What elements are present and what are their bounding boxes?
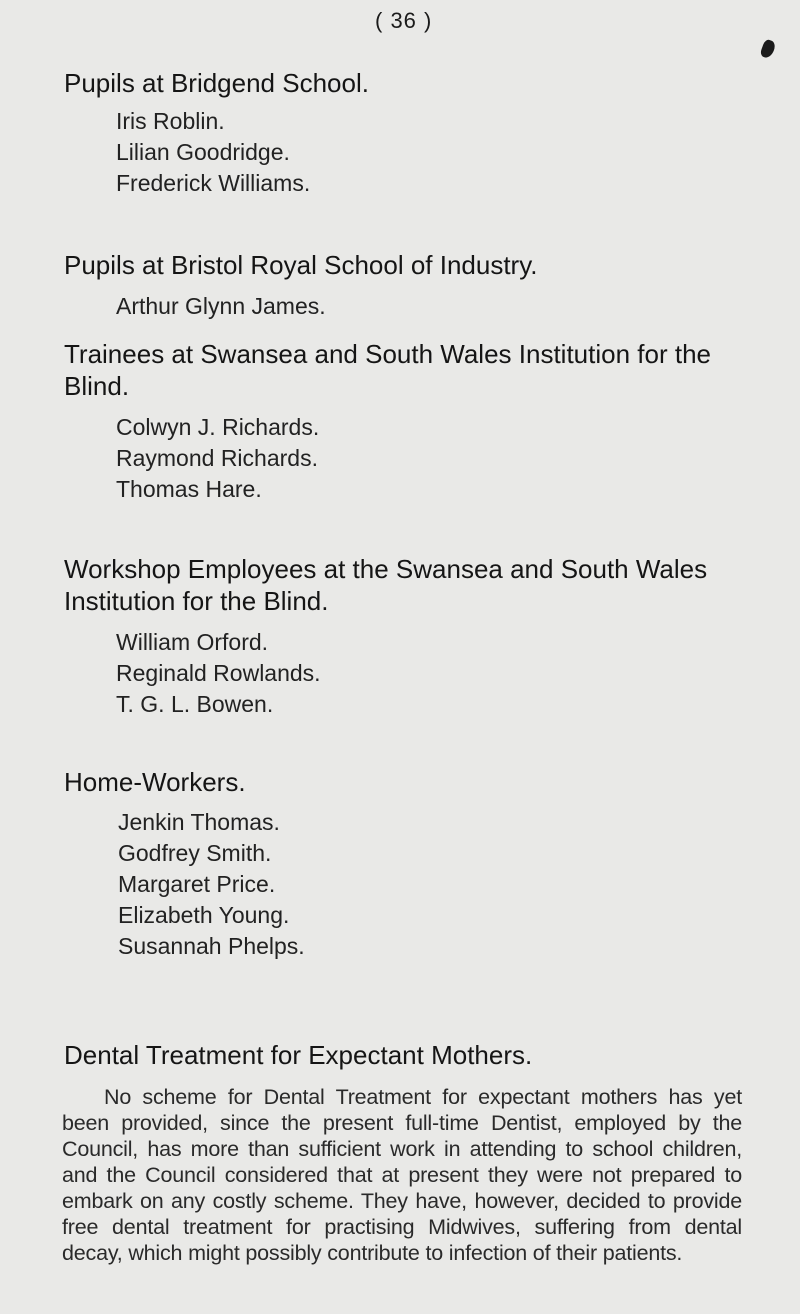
section-heading: Dental Treatment for Expectant Mothers. [64, 1040, 533, 1070]
body-paragraph: No scheme for Dental Treatment for expectant mothers has yet been provided, since the present full-time Dentist, employed by the Council, has more than sufficient work in attending to school children, and the Council considered that at present they were not prepared to embark on any costly scheme. They have, however, decided to provide free dental treatment for practising Midwives, suffering from dental decay, which might possibly contribute to infection of their patients. [62, 1085, 742, 1265]
list-item: Lilian Goodridge. [116, 139, 290, 165]
section-dental-treatment [0, 1038, 800, 1266]
page-number: ( 36 ) [375, 8, 433, 33]
list-item: T. G. L. Bowen. [116, 691, 274, 717]
section-swansea-trainees [0, 338, 800, 505]
list-item: Reginald Rowlands. [116, 660, 321, 686]
list-item: Susannah Phelps. [118, 933, 305, 959]
list-item: Thomas Hare. [116, 476, 262, 502]
section-swansea-workshop [0, 553, 800, 720]
list-item: Jenkin Thomas. [118, 809, 280, 835]
name-list [0, 291, 800, 322]
list-item: Margaret Price. [118, 871, 276, 897]
section-bristol [0, 248, 800, 322]
section-heading: Workshop Employees at the Swansea and South Wales Institution for the Blind. [64, 554, 708, 616]
list-item: Raymond Richards. [116, 445, 318, 471]
list-item: Elizabeth Young. [118, 902, 290, 928]
section-heading: Trainees at Swansea and South Wales Institution for the Blind. [64, 339, 711, 401]
name-list [0, 807, 800, 962]
list-item: Arthur Glynn James. [116, 293, 326, 319]
list-item: Godfrey Smith. [118, 840, 272, 866]
list-item: Iris Roblin. [116, 108, 225, 134]
section-heading: Pupils at Bristol Royal School of Industry. [64, 250, 538, 280]
section-heading: Home-Workers. [64, 767, 246, 797]
section-bridgend [0, 66, 800, 199]
section-heading: Pupils at Bridgend School. [64, 68, 369, 98]
ink-blot [759, 38, 776, 59]
list-item: Colwyn J. Richards. [116, 414, 320, 440]
name-list [0, 412, 800, 505]
section-home-workers [0, 765, 800, 962]
list-item: Frederick Williams. [116, 170, 311, 196]
list-item: William Orford. [116, 629, 269, 655]
name-list [0, 627, 800, 720]
name-list [0, 106, 800, 199]
